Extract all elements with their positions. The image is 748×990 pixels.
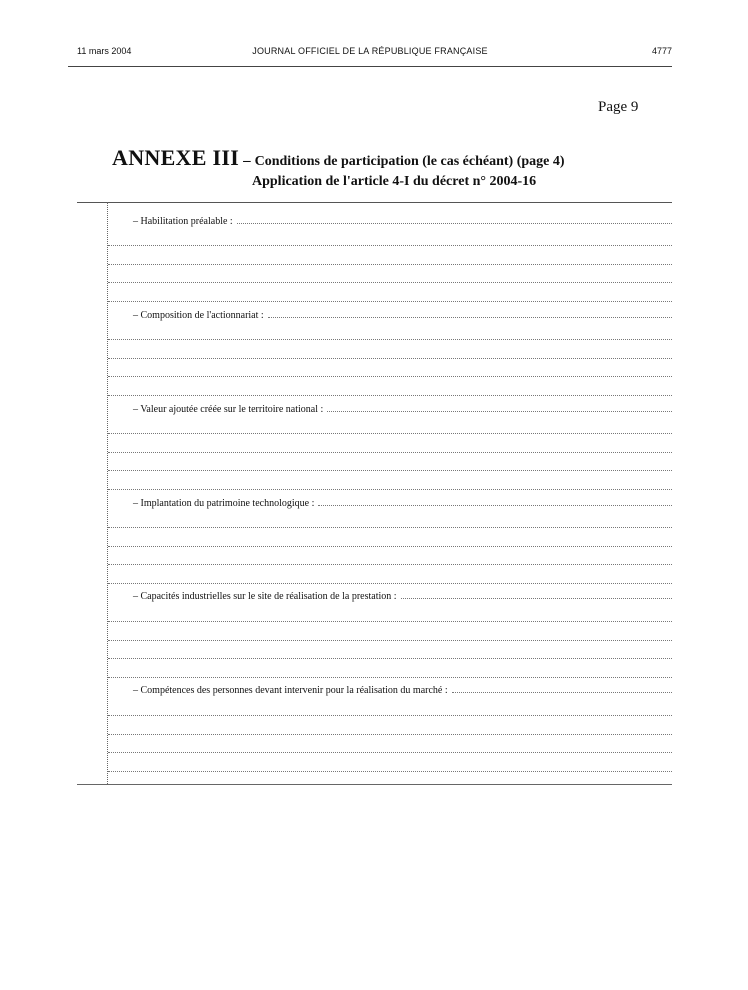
form-section-patrimoine xyxy=(127,490,672,510)
answer-line[interactable] xyxy=(108,735,672,754)
answer-line[interactable] xyxy=(108,377,672,396)
answer-line[interactable] xyxy=(108,697,672,716)
header-page-number: 4777 xyxy=(651,46,672,56)
answer-field[interactable] xyxy=(268,317,672,318)
annex-conditions-title: Conditions de participation (le cas échéant) (page 4) xyxy=(254,154,565,169)
answer-line[interactable] xyxy=(108,565,672,584)
form-top-rule xyxy=(77,202,672,203)
section-label: – Capacités industrielles sur le site de réalisation de la prestation : xyxy=(127,591,401,602)
section-label: – Implantation du patrimoine technologique : xyxy=(127,498,318,509)
answer-field[interactable] xyxy=(452,692,672,693)
section-label: – Valeur ajoutée créée sur le territoire national : xyxy=(127,404,327,415)
answer-line[interactable] xyxy=(108,416,672,435)
answer-line[interactable] xyxy=(108,641,672,660)
form-section-valeur-ajoutee xyxy=(127,396,672,416)
section-label: – Compétences des personnes devant intervenir pour la réalisation du marché : xyxy=(127,685,452,696)
answer-line[interactable] xyxy=(108,510,672,529)
answer-line[interactable] xyxy=(108,471,672,490)
annex-subtitle: Application de l'article 4-I du décret n° 2004-16 xyxy=(252,174,537,189)
header-journal-title: JOURNAL OFFICIEL DE LA RÉPUBLIQUE FRANÇAISE xyxy=(252,46,488,56)
answer-line[interactable] xyxy=(108,659,672,678)
answer-line[interactable] xyxy=(108,228,672,247)
form-section-habilitation xyxy=(127,208,672,228)
answer-field[interactable] xyxy=(237,223,672,224)
annex-number: ANNEXE III xyxy=(112,145,240,170)
form-section-competences xyxy=(127,678,672,698)
form-section-capacites xyxy=(127,584,672,604)
answer-line[interactable] xyxy=(108,359,672,378)
answer-field[interactable] xyxy=(327,411,672,412)
form-bottom-rule xyxy=(77,784,672,785)
conditions-form xyxy=(127,208,672,772)
title-dash: – xyxy=(243,153,251,169)
section-label: – Habilitation préalable : xyxy=(127,216,237,227)
answer-line[interactable] xyxy=(108,453,672,472)
header-rule xyxy=(68,66,672,67)
answer-field[interactable] xyxy=(401,598,672,599)
answer-line[interactable] xyxy=(108,283,672,302)
answer-field[interactable] xyxy=(318,505,672,506)
answer-line[interactable] xyxy=(108,528,672,547)
answer-line[interactable] xyxy=(108,716,672,735)
answer-line[interactable] xyxy=(108,603,672,622)
page-label: Page 9 xyxy=(598,99,639,115)
section-label: – Composition de l'actionnariat : xyxy=(127,310,268,321)
answer-line[interactable] xyxy=(108,547,672,566)
answer-line[interactable] xyxy=(108,246,672,265)
answer-line[interactable] xyxy=(108,265,672,284)
header-date: 11 mars 2004 xyxy=(77,46,132,56)
page-header xyxy=(68,46,672,64)
answer-line[interactable] xyxy=(108,622,672,641)
answer-line[interactable] xyxy=(108,340,672,359)
answer-line[interactable] xyxy=(108,753,672,772)
answer-line[interactable] xyxy=(108,322,672,341)
answer-line[interactable] xyxy=(108,434,672,453)
form-section-actionnariat xyxy=(127,302,672,322)
annex-title xyxy=(112,145,672,171)
